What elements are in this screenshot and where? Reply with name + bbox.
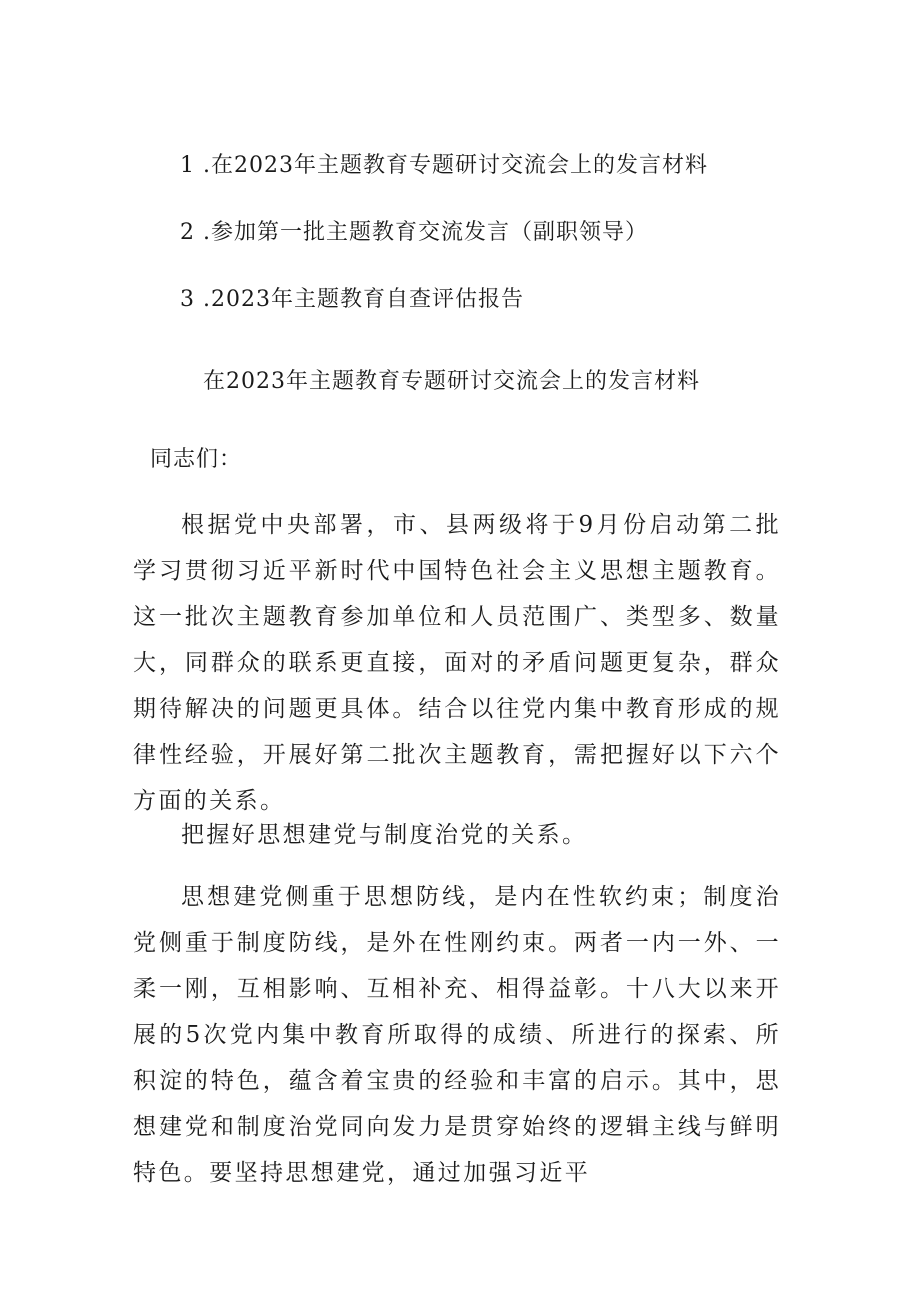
salutation: 同志们： — [150, 447, 243, 472]
paragraph-3: 思想建党侧重于思想防线，是内在性软约束；制度治党侧重于制度防线，是外在性刚约束。两者一内一外、一柔一刚，互相影响、互相补充、相得益彰。十八大以来开展的5次党内集中教育所取得的成绩、所进行的探索、所积淀的特色，蕴含着宝贵的经验和丰富的启示。其中，思想建党和制度治党同向发力是贯穿始终的逻辑主线与鲜明特色。要坚持思想建党，通过加强习近平 — [133, 884, 781, 1186]
toc-item-3: 3 .2023年主题教育自查评估报告 — [180, 287, 524, 312]
paragraph-2-heading: 把握好思想建党与制度治党的关系。 — [181, 822, 588, 848]
toc-item-1: 1 .在2023年主题教育专题研讨交流会上的发言材料 — [180, 153, 708, 178]
document-title: 在2023年主题教育专题研讨交流会上的发言材料 — [203, 369, 700, 394]
table-of-contents — [180, 146, 820, 347]
paragraph-1: 根据党中央部署，市、县两级将于9月份启动第二批学习贯彻习近平新时代中国特色社会主义思想主题教育。这一批次主题教育参加单位和人员范围广、类型多、数量大，同群众的联系更直接，面对的矛盾问题更复杂，群众期待解决的问题更具体。结合以往党内集中教育形成的规律性经验，开展好第二批次主题教育，需把握好以下六个方面的关系。 — [133, 512, 781, 814]
toc-item-2: 2 .参加第一批主题教育交流发言（副职领导） — [180, 220, 648, 245]
